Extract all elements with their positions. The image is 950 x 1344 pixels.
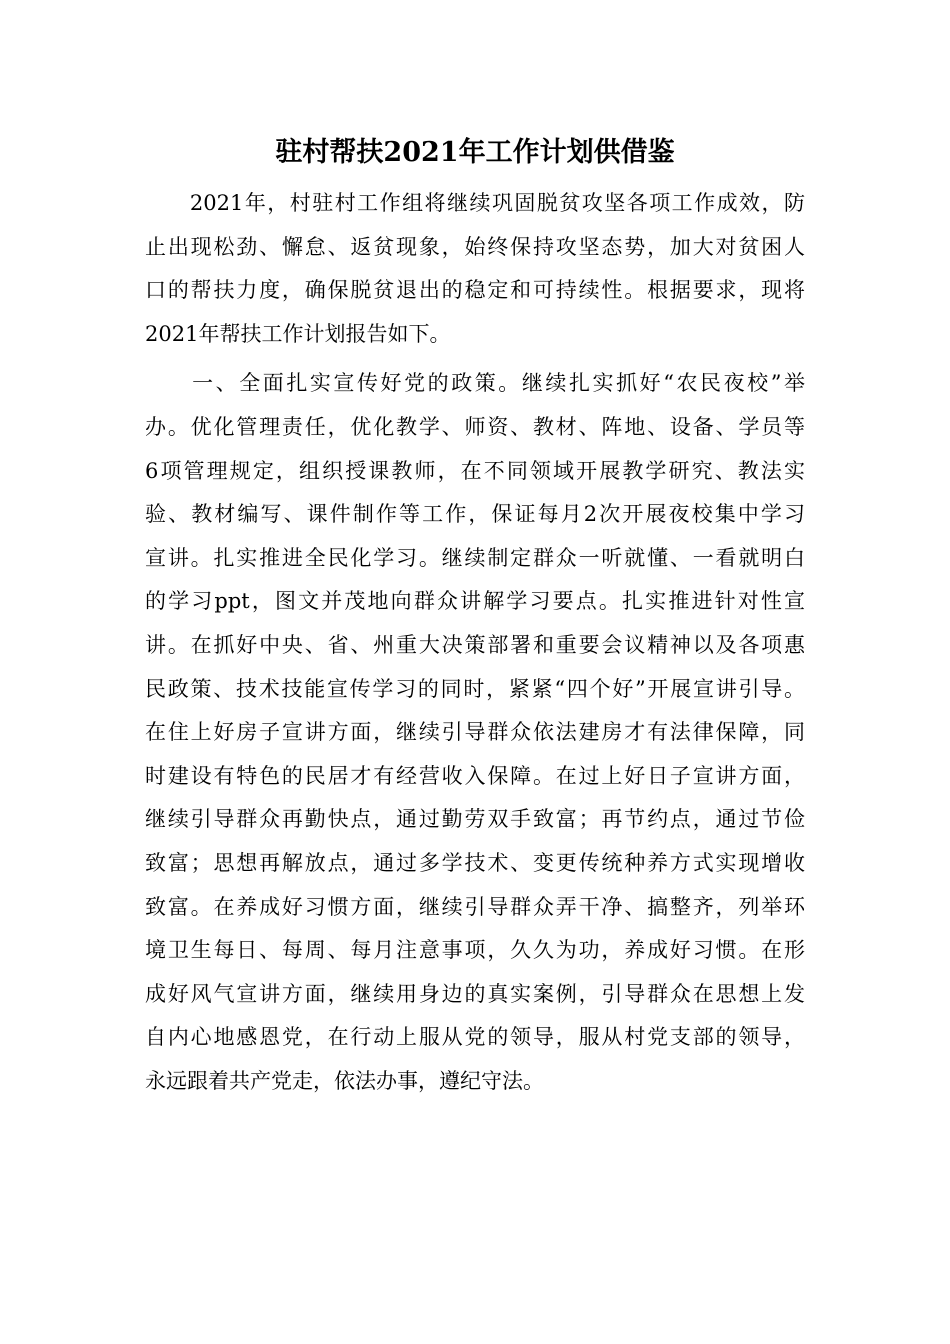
text-line: 6项管理规定，组织授课教师，在不同领域开展教学研究、教法实 (145, 458, 805, 483)
text-line: 民政策、技术技能宣传学习的同时，紧紧“四个好”开展宣讲引导。 (145, 676, 805, 701)
text-line: 成好风气宣讲方面，继续用身边的真实案例，引导群众在思想上发 (145, 981, 805, 1006)
text-line: 口的帮扶力度，确保脱贫退出的稳定和可持续性。根据要求，现将 (145, 278, 805, 303)
text-line: 讲。在抓好中央、省、州重大决策部署和重要会议精神以及各项惠 (145, 632, 805, 657)
text-line: 永远跟着共产党走，依法办事，遵纪守法。 (145, 1068, 544, 1093)
text-line: 致富。在养成好习惯方面，继续引导群众弄干净、搞整齐，列举环 (145, 894, 805, 919)
text-line: 致富；思想再解放点，通过多学技术、变更传统种养方式实现增收 (145, 850, 805, 875)
text-line: 境卫生每日、每周、每月注意事项，久久为功，养成好习惯。在形 (145, 938, 805, 963)
text-line: 宣讲。扎实推进全民化学习。继续制定群众一听就懂、一看就明白 (145, 545, 805, 570)
text-line: 在住上好房子宣讲方面，继续引导群众依法建房才有法律保障，同 (145, 720, 805, 745)
text-line: 的学习ppt，图文并茂地向群众讲解学习要点。扎实推进针对性宣 (145, 589, 805, 614)
paragraph-policy (145, 362, 805, 1103)
document-body (145, 182, 805, 1103)
text-line: 办。优化管理责任，优化教学、师资、教材、阵地、设备、学员等 (145, 414, 805, 439)
text-line: 验、教材编写、课件制作等工作，保证每月2次开展夜校集中学习 (145, 502, 805, 527)
text-line: 时建设有特色的民居才有经营收入保障。在过上好日子宣讲方面， (145, 763, 805, 788)
paragraph-intro (145, 182, 805, 356)
text-line: 自内心地感恩党，在行动上服从党的领导，服从村党支部的领导， (145, 1025, 805, 1050)
text-line: 一、全面扎实宣传好党的政策。继续扎实抓好“农民夜校”举 (145, 371, 805, 396)
text-line: 继续引导群众再勤快点，通过勤劳双手致富；再节约点，通过节俭 (145, 807, 805, 832)
text-line: 2021年，村驻村工作组将继续巩固脱贫攻坚各项工作成效，防 (145, 191, 805, 215)
text-line: 止出现松劲、懈怠、返贫现象，始终保持攻坚态势，加大对贫困人 (145, 234, 805, 259)
text-line: 2021年帮扶工作计划报告如下。 (145, 321, 451, 346)
document-title: 驻村帮扶2021年工作计划供借鉴 (275, 137, 675, 168)
